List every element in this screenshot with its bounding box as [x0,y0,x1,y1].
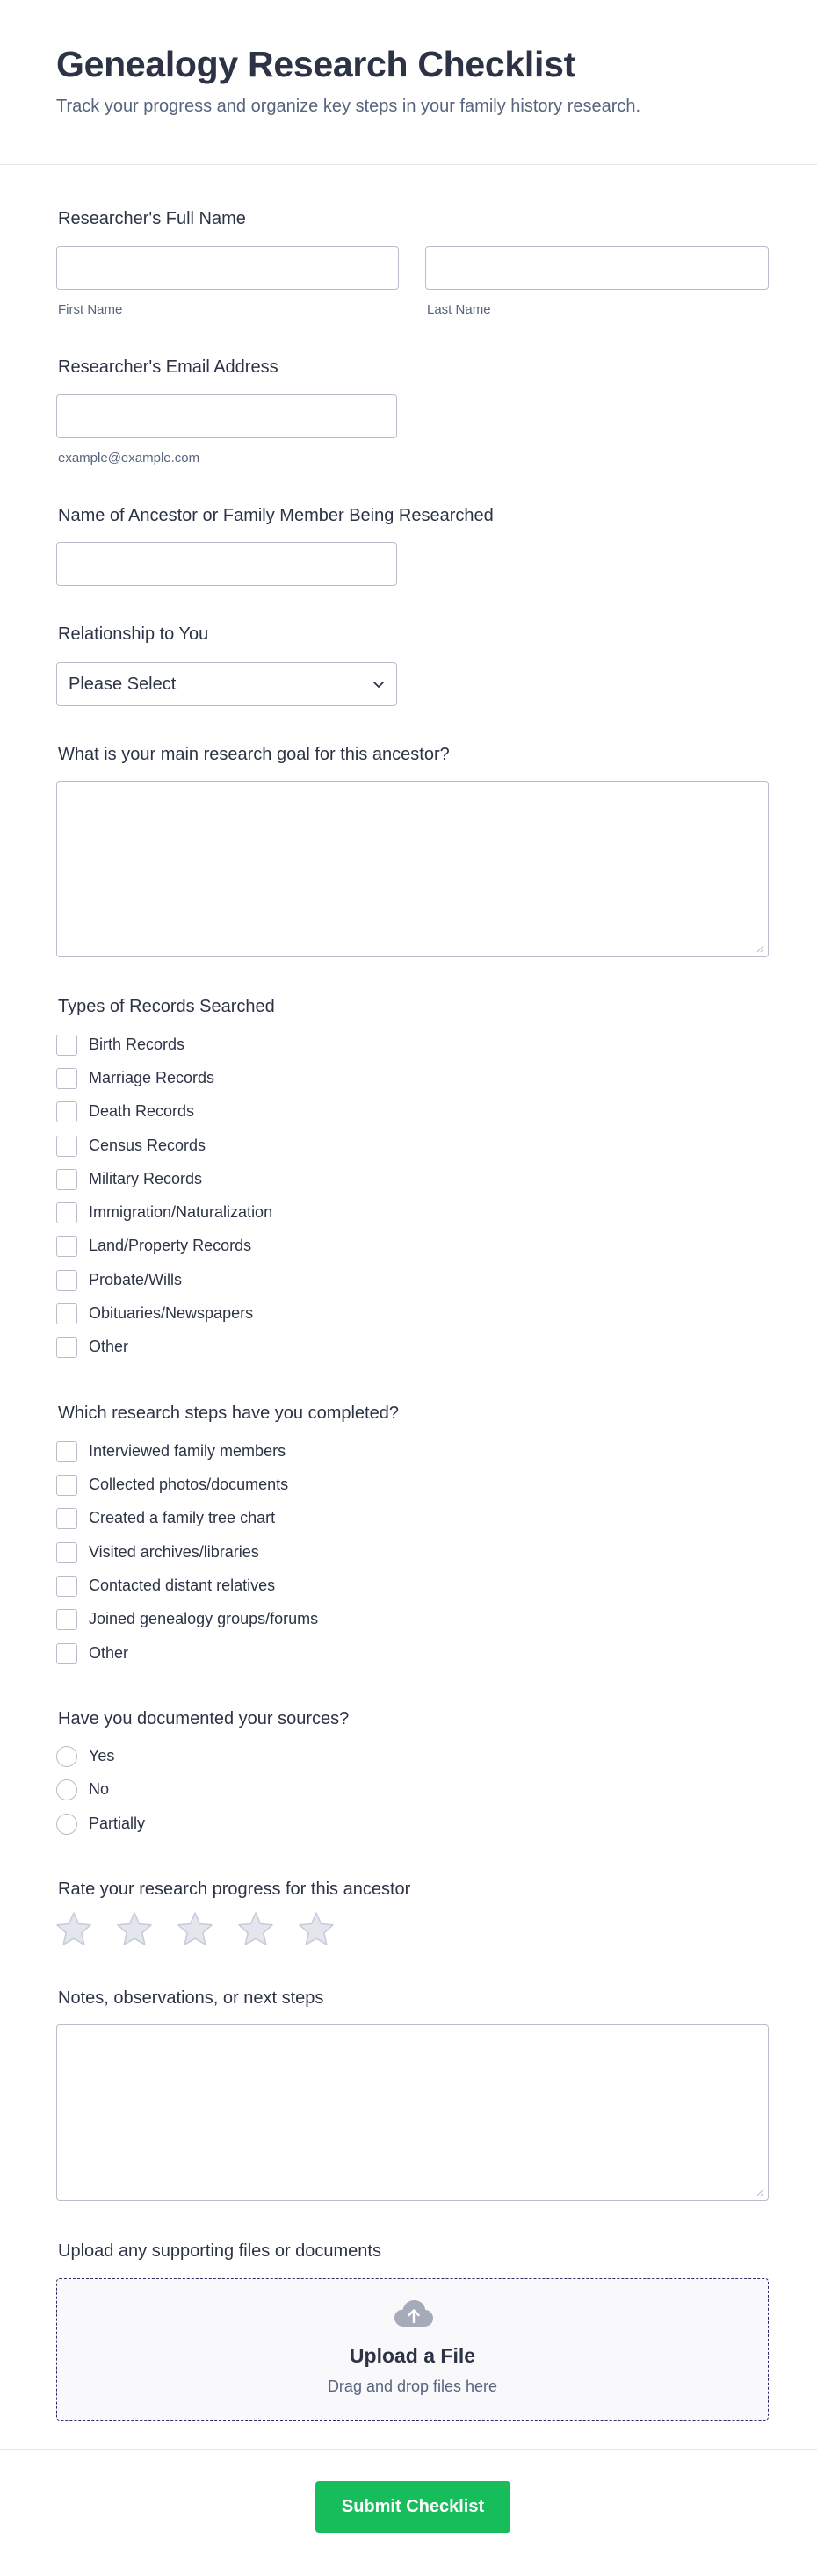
cloud-upload-icon [393,2297,435,2332]
relationship-selected-value: Please Select [69,675,177,694]
checkbox-label: Marriage Records [89,1069,215,1086]
checkbox[interactable] [56,1441,77,1462]
checkbox[interactable] [56,1101,77,1122]
email-label: Researcher's Email Address [58,357,278,377]
checkbox-label: Joined genealogy groups/forums [89,1610,319,1627]
relationship-label: Relationship to You [58,624,209,644]
checkbox[interactable] [56,1136,77,1157]
checkbox-label: Interviewed family members [89,1442,286,1460]
checkbox[interactable] [56,1068,77,1089]
checkbox[interactable] [56,1169,77,1190]
checkbox-label: Contacted distant relatives [89,1577,276,1594]
ancestor-label: Name of Ancestor or Family Member Being Researched [58,506,494,525]
checkbox[interactable] [56,1609,77,1630]
checkbox[interactable] [56,1542,77,1563]
submit-button[interactable]: Submit Checklist [315,2481,510,2533]
form-title: Genealogy Research Checklist [56,44,575,84]
checkbox-label: Obituaries/Newspapers [89,1304,254,1322]
checkbox-label: Visited archives/libraries [89,1543,259,1561]
ancestor-name-input[interactable] [56,542,397,586]
radio-button[interactable] [56,1746,77,1767]
first-name-sublabel: First Name [58,302,123,317]
checkbox[interactable] [56,1475,77,1496]
checkbox-label: Probate/Wills [89,1271,183,1288]
star-icon[interactable] [176,1910,214,1949]
relationship-select[interactable] [56,662,397,706]
notes-label: Notes, observations, or next steps [58,1988,324,2008]
research-goal-textarea[interactable] [56,781,769,957]
radio-button[interactable] [56,1814,77,1835]
checkbox[interactable] [56,1202,77,1223]
upload-title: Upload a File [349,2344,476,2367]
last-name-input[interactable] [425,246,769,290]
star-icon[interactable] [115,1910,154,1949]
radio-label: No [89,1780,110,1798]
checkbox-label: Death Records [89,1102,195,1120]
checkbox-label: Collected photos/documents [89,1476,289,1493]
research-goal-label: What is your main research goal for this ancestor? [58,745,450,764]
full-name-label: Researcher's Full Name [58,209,246,228]
radio-label: Partially [89,1815,146,1832]
upload-label: Upload any supporting files or documents [58,2241,381,2261]
checkbox[interactable] [56,1643,77,1664]
sources-label: Have you documented your sources? [58,1709,350,1728]
checkbox[interactable] [56,1508,77,1529]
rating-label: Rate your research progress for this ancestor [58,1880,411,1899]
records-label: Types of Records Searched [58,997,275,1016]
chevron-down-icon [370,675,387,693]
star-icon[interactable] [297,1910,336,1949]
last-name-sublabel: Last Name [427,302,491,317]
checkbox-label: Created a family tree chart [89,1509,276,1526]
resize-grip-icon[interactable] [756,944,764,953]
email-input[interactable] [56,394,397,438]
checkbox[interactable] [56,1236,77,1257]
file-upload-dropzone[interactable] [56,2278,769,2421]
form-subtitle: Track your progress and organize key steps in your family history research. [56,97,641,116]
checkbox[interactable] [56,1337,77,1358]
checkbox-label: Census Records [89,1136,206,1154]
star-icon[interactable] [54,1910,93,1949]
notes-textarea[interactable] [56,2024,769,2201]
checkbox-label: Military Records [89,1170,203,1187]
email-sublabel: example@example.com [58,451,200,465]
checkbox-label: Other [89,1338,129,1355]
resize-grip-icon[interactable] [756,2188,764,2197]
footer-divider [0,2449,817,2450]
checkbox[interactable] [56,1576,77,1597]
star-icon[interactable] [236,1910,275,1949]
checkbox-label: Land/Property Records [89,1237,252,1254]
checkbox-label: Other [89,1644,129,1662]
checkbox-label: Immigration/Naturalization [89,1203,273,1221]
steps-label: Which research steps have you completed? [58,1403,399,1423]
radio-button[interactable] [56,1779,77,1800]
checkbox[interactable] [56,1035,77,1056]
checkbox-label: Birth Records [89,1035,185,1053]
radio-label: Yes [89,1747,115,1764]
checkbox[interactable] [56,1303,77,1324]
first-name-input[interactable] [56,246,399,290]
checkbox[interactable] [56,1270,77,1291]
form-header [0,0,817,165]
upload-subtitle: Drag and drop files here [327,2378,498,2395]
